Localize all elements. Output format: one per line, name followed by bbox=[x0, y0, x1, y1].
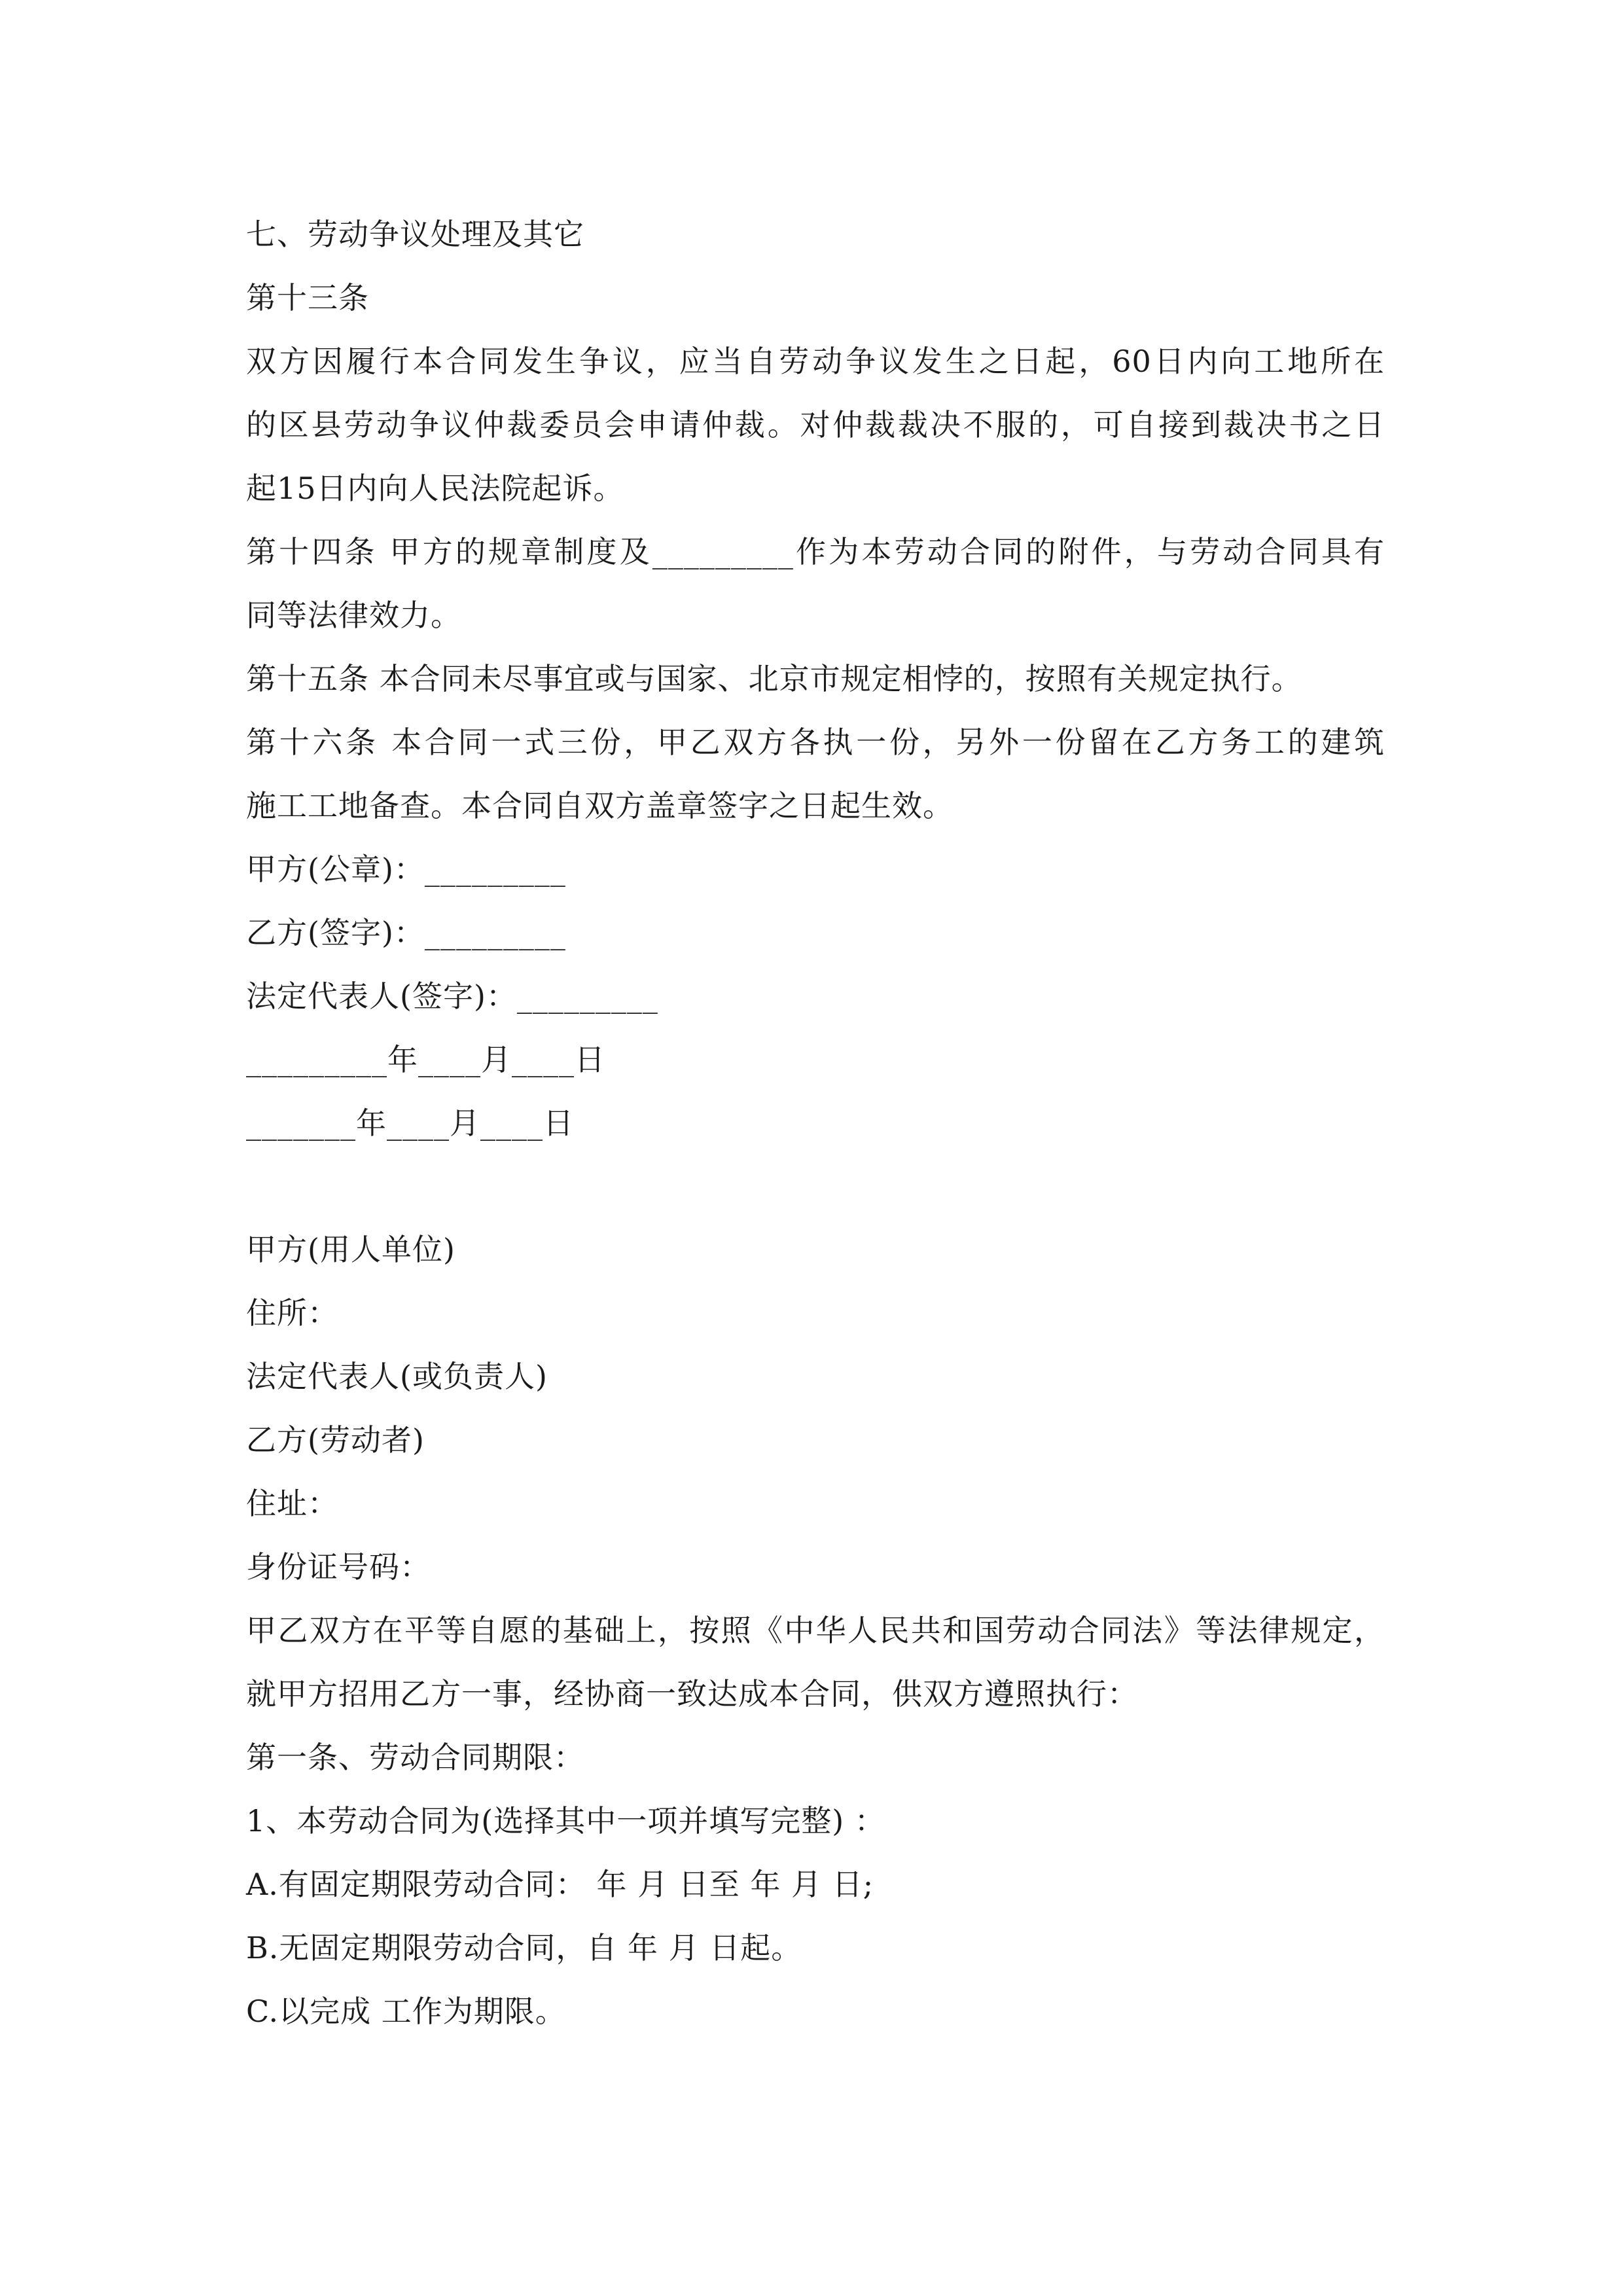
section-spacer bbox=[246, 1155, 1385, 1218]
signature-line-party-b: 乙方(签字)：_________ bbox=[246, 915, 566, 950]
option-line: A.有固定期限劳动合同： 年 月 日至 年 月 日; bbox=[246, 1867, 874, 1902]
clause-line: 1、本劳动合同为(选择其中一项并填写完整) ： bbox=[246, 1803, 885, 1839]
party-b-label: 乙方(劳动者) bbox=[246, 1422, 425, 1458]
paragraph-line: 第十六条 本合同一式三份，甲乙双方各执一份，另外一份留在乙方务工的建筑 bbox=[246, 725, 1385, 760]
section-heading: 七、劳动争议处理及其它 bbox=[246, 217, 584, 252]
paragraph-line: 施工工地备查。本合同自双方盖章签字之日起生效。 bbox=[246, 788, 954, 823]
paragraph-line: 同等法律效力。 bbox=[246, 598, 461, 633]
article-title: 第一条、劳动合同期限： bbox=[246, 1740, 584, 1775]
option-line: C.以完成 工作为期限。 bbox=[246, 1994, 566, 2029]
party-b-address-label: 住址： bbox=[246, 1486, 338, 1521]
paragraph-line: 甲乙双方在平等自愿的基础上，按照《中华人民共和国劳动合同法》等法律规定， bbox=[246, 1613, 1385, 1648]
section-contract-start bbox=[246, 1218, 1385, 2043]
option-line: B.无固定期限劳动合同，自 年 月 日起。 bbox=[246, 1930, 802, 1965]
paragraph-line: 的区县劳动争议仲裁委员会申请仲裁。对仲裁裁决不服的，可自接到裁决书之日 bbox=[246, 407, 1385, 442]
date-line: _________年____月____日 bbox=[246, 1042, 605, 1077]
section-dispute-handling bbox=[246, 203, 1385, 1155]
signature-line-legal-rep: 法定代表人(签字)：_________ bbox=[246, 978, 658, 1014]
document-body bbox=[246, 203, 1385, 2043]
paragraph-line: 起15日内向人民法院起诉。 bbox=[246, 471, 624, 506]
party-a-address-label: 住所： bbox=[246, 1295, 338, 1331]
signature-line-party-a: 甲方(公章)：_________ bbox=[246, 852, 566, 887]
id-number-label: 身份证号码： bbox=[246, 1549, 431, 1585]
paragraph-line: 第十四条 甲方的规章制度及_________作为本劳动合同的附件，与劳动合同具有 bbox=[246, 534, 1385, 569]
article-title: 第十三条 bbox=[246, 280, 369, 315]
date-line: _______年____月____日 bbox=[246, 1105, 574, 1141]
paragraph-line: 就甲方招用乙方一事，经协商一致达成本合同，供双方遵照执行： bbox=[246, 1676, 1138, 1712]
paragraph-line: 双方因履行本合同发生争议，应当自劳动争议发生之日起，60日内向工地所在 bbox=[246, 344, 1385, 379]
party-a-label: 甲方(用人单位) bbox=[246, 1232, 455, 1267]
paragraph-line: 第十五条 本合同未尽事宜或与国家、北京市规定相悖的，按照有关规定执行。 bbox=[246, 661, 1302, 696]
legal-representative-label: 法定代表人(或负责人) bbox=[246, 1359, 548, 1394]
